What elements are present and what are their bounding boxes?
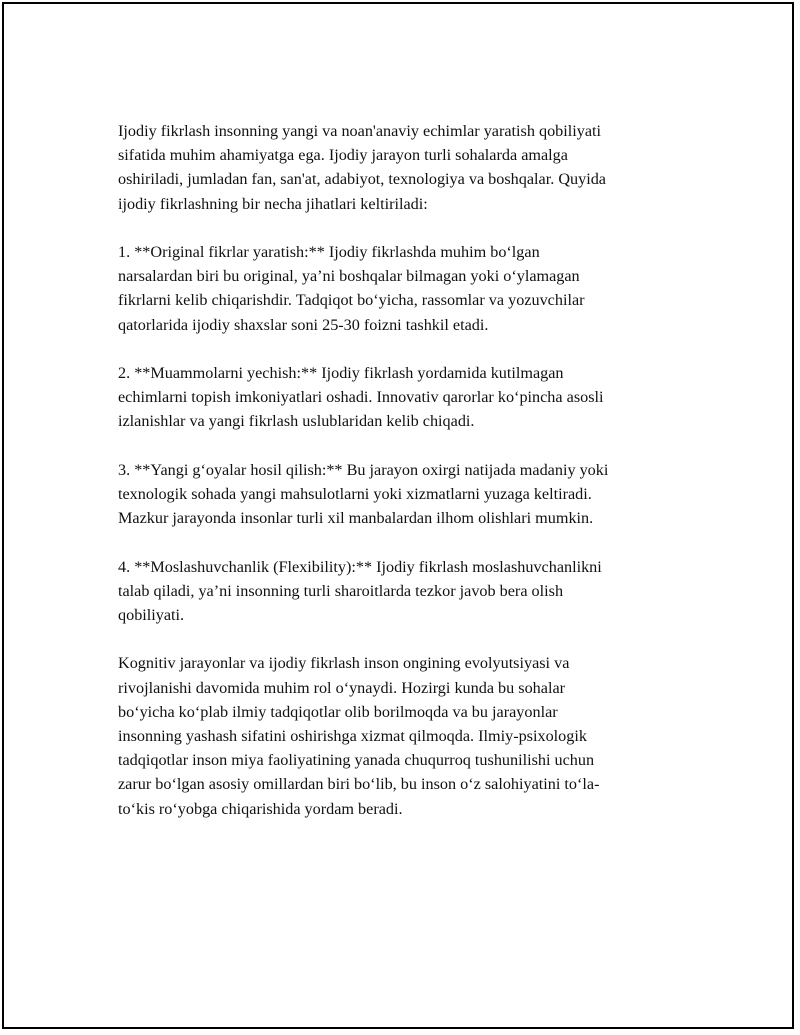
point-2-paragraph: 2. **Muammolarni yechish:** Ijodiy fikrlash yordamida kutilmagan echimlarni topish imkoniyatlari oshadi. Innovativ qarorlar ko‘pincha asosli izlanishlar va yangi fikrlash uslublaridan kelib chiqadi.	[118, 364, 604, 431]
point-3-paragraph: 3. **Yangi g‘oyalar hosil qilish:** Bu jarayon oxirgi natijada madaniy yoki texnologik sohada yangi mahsulotlarni yoki xizmatlarni yuzaga keltiradi. Mazkur jarayonda insonlar turli xil manbalardan ilhom olishlari mumkin.	[118, 460, 609, 528]
document-body	[118, 119, 678, 821]
conclusion-paragraph: Kognitiv jarayonlar va ijodiy fikrlash inson ongining evolyutsiyasi va rivojlanishi davomida muhim rol o‘ynaydi. Hozirgi kunda bu sohalar bo‘yicha ko‘plab ilmiy tadqiqotlar olib borilmoqda va bu jarayonlar insonning yashash sifatini oshirishga xizmat qilmoqda. Ilmiy-psixologik tadqiqotlar inson miya faoliyatining yanada chuqurroq tushunilishi uchun zarur bo‘lgan asosiy omillardan biri bo‘lib, bu inson o‘z salohiyatini to‘la- to‘kis ro‘yobga chiqarishida yordam beradi.	[118, 654, 600, 818]
point-1-paragraph: 1. **Original fikrlar yaratish:** Ijodiy fikrlashda muhim bo‘lgan narsalardan biri bu original, ya’ni boshqalar bilmagan yoki o‘ylamagan fikrlarni kelib chiqarishdir. Tadqiqot bo‘yicha, rassomlar va yozuvchilar qatorlarida ijodiy shaxslar soni 25-30 foizni tashkil etadi.	[118, 243, 585, 334]
intro-paragraph: Ijodiy fikrlash insonning yangi va noan'anaviy echimlar yaratish qobiliyati sifatida muhim ahamiyatga ega. Ijodiy jarayon turli sohalarda amalga oshiriladi, jumladan fan, san'at, adabiyot, texnologiya va boshqalar. Quyida ijodiy fikrlashning bir necha jihatlari keltiriladi:	[118, 122, 606, 213]
point-4-paragraph: 4. **Moslashuvchanlik (Flexibility):** Ijodiy fikrlash moslashuvchanlikni talab qiladi, ya’ni insonning turli sharoitlarda tezkor javob bera olish qobiliyati.	[118, 557, 602, 624]
